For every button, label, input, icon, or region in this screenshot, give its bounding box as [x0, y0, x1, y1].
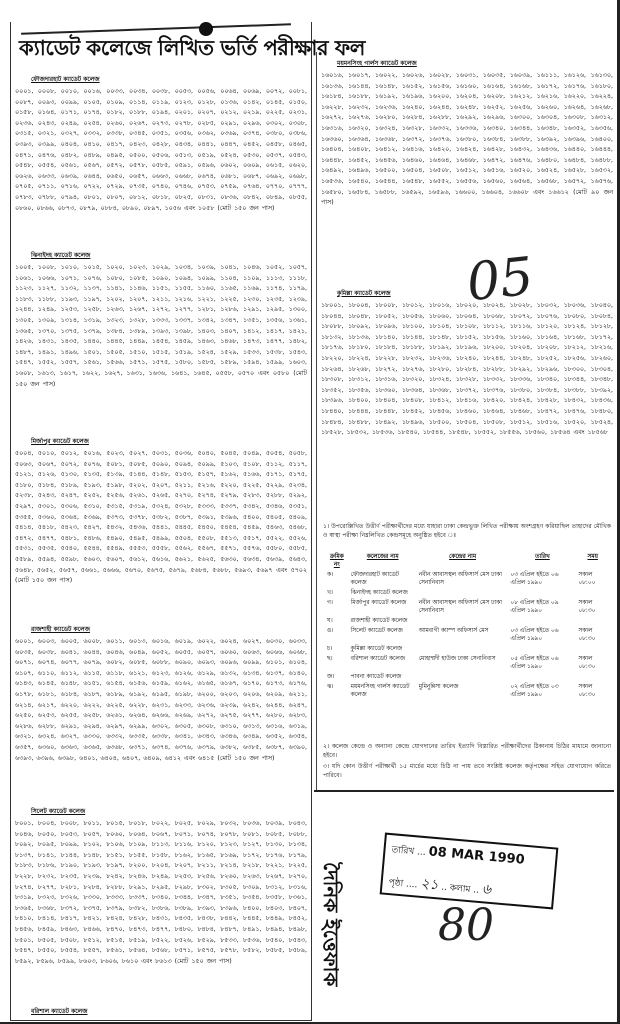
stamp-page-value: ২১ — [419, 875, 440, 894]
roll-numbers: ৮০০১, ৮০০৪, ৮০০৮, ৮০১১, ৮০১৫, ৮০১৮, ৮০২২, ৮০২৫, ৮০২৯, ৮০৩২, ৮০৩৬, ৮০৩৯, ৮০৪৩, ৮০৪৬, ৮০৫০, ৮০৫৩, ৮০৫৭, ৮০৬০, ৮০৬৪, ৮০৬৭, ৮০৭১, ৮০৭৪, ৮০৭৮, ৮০৮১, ৮০৮৫, ৮০৮৮, ৮০৯২, ৮০৯৫, ৮০৯৯, ৮১০২, ৮১০৬, ৮১০৯, ৮১১৩, ৮১১৬, ৮১২০, ৮১২৩, ৮১২৭, ৮১৩০, ৮১৩৪, ৮১৩৭, ৮১৪১, ৮১৪৪, ৮১৪৮, ৮১৫১, ৮১৫৫, ৮১৫৮, ৮১৬২, ৮১৬৫, ৮১৬৯, ৮১৭২, ৮১৭৬, ৮১৭৯, ৮১৮৩, ৮১৮৬, ৮১৯০, ৮১৯৩, ৮১৯৭, ৮২০০, ৮২০৪, ৮২০৭, ৮২১১, ৮২১৪, ৮২১৮, ৮২২১, ৮২২৫, ৮২২৮, ৮২৩২, ৮২৩৫, ৮২৩৯, ৮২৪২, ৮২৪৬, ৮২৪৯, ৮২৫৩, ৮২৫৬, ৮২৬০, ৮২৬৩, ৮২৬৭, ৮২৭০, ৮২৭৪, ৮২৭৭, ৮২৮১, ৮২৮৪, ৮২৮৮, ৮২৯১, ৮২৯৫, ৮২৯৮, ৮৩০২, ৮৩০৫, ৮৩০৯, ৮৩১২, ৮৩১৬, ৮৩১৯, ৮৩২৩, ৮৩২৬, ৮৩৩০, ৮৩৩৩, ৮৩৩৭, ৮৩৪০, ৮৩৪৪, ৮৩৪৭, ৮৩৫১, ৮৩৫৪, ৮৩৫৮, ৮৩৬১, ৮৩৬৫, ৮৩৬৮, ৮৩৭২, ৮৩৭৫, ৮৩৭৯, ৮৩৮২, ৮৩৮৬, ৮৩৮৯, ৮৩৯৩, ৮৩৯৬, ৮৪০০, ৮৪০৩, ৮৪০৭, ৮৪১০, ৮৪১৪, ৮৪১৭, ৮৪২১, ৮৪২৪, ৮৪২৮, ৮৪৩১, ৮৪৩৫, ৮৪৩৮, ৮৪৪২, ৮৪৪৫, ৮৪৪৯, ৮৪৫২, ৮৪৫৬, ৮৪৫৯, ৮৪৬৩, ৮৪৬৬, ৮৪৭০, ৮৪৭৩, ৮৪৭৭, ৮৪৮০, ৮৪৮৪, ৮৪৮৭, ৮৪৯১, ৮৪৯৪, ৮৪৯৮, ৮৫০১, ৮৫০৫, ৮৫০৮, ৮৫১২, ৮৫১৫, ৮৫১৯, ৮৫২২, ৮৫২৬, ৮৫২৯, ৮৫৩৩, ৮৫৩৬, ৮৫৪০, ৮৫৪৩, ৮৫৪৭, ৮৫৫০, ৮৫৫৪, ৮৫৫৭, ৮৫৬১, ৮৫৬৪, ৮৫৬৮, ৮৫৭১, ৮৫৭৫, ৮৫৭৮, ৮৫৮২, ৮৫৮৫, ৮৫৮৯, ৮৫৯২, ৮৫৯৬, ৮৫৯৯, ৮৬০৩, ৮৬০৬, ৮৬১০ এবং ৮৬১৩ — [15, 820, 307, 965]
table-cell: ঝ। — [327, 684, 334, 690]
table-cell: পাবনা ক্যাডেট কলেজ — [350, 674, 402, 680]
headline: ক্যাডেট কলেজে লিখিত ভর্তি পরীক্ষার ফল — [19, 36, 365, 60]
result-section — [15, 624, 307, 804]
stamp-date-label: তারিখ — [391, 845, 415, 858]
column-header: সময় — [587, 554, 598, 560]
pass-total: (মোট ১৫০ জন পাস) — [217, 204, 275, 212]
table-cell: ০৫ এপ্রিল হইতে ০৬ এপ্রিল ১৯৯০ — [510, 656, 559, 670]
table-cell — [508, 644, 576, 654]
table-cell: কুমিল্লা ক্যাডেট কলেজ — [350, 646, 403, 652]
table-cell: ঝিনাইদহ ক্যাডেট কলেজ — [350, 590, 408, 596]
column-header: তারিখ — [535, 554, 550, 560]
table-cell: ০৩ এপ্রিল হইতে ০৬ এপ্রিল ১৯৯০ — [510, 572, 559, 586]
handwritten-number: 80 — [438, 900, 494, 951]
table-row — [325, 682, 609, 700]
result-section — [15, 806, 307, 1002]
table-cell: ০৩ এপ্রিল হইতে ০৬ এপ্রিল ১৯৯০ — [510, 628, 559, 642]
table-cell: নবীন আবাসস্থল অফিসার্স মেস ঢাকা সেনানিবাস — [418, 572, 502, 586]
table-cell — [508, 588, 576, 598]
roll-numbers: ১৬০১৬, ১৬০১৭, ১৬০২২, ১৬০২৬, ১৬০২৮, ১৬০৩১, ১৬০৩৫, ১৬০৩৯, ১৬১১১, ১৬১২৬, ১৬১৩০, ১৬১৩৬, ১৬১৪৪, ১৬১৪৮, ১৬১৫২, ১৬১৫৬, ১৬১৬০, ১৬১৬৪, ১৬১৬৮, ১৬১৭২, ১৬১৭৬, ১৬১৮০, ১৬১৮৪, ১৬১৮৮, ১৬১৯২, ১৬১৯৬, ১৬২০০, ১৬২০৪, ১৬২০৮, ১৬২১২, ১৬২১৬, ১৬২২০, ১৬২২৪, ১৬২২৮, ১৬২৩২, ১৬২৩৬, ১৬২৪০, ১৬২৪৪, ১৬২৪৮, ১৬২৫২, ১৬২৫৬, ১৬২৬০, ১৬২৬৪, ১৬২৬৮, ১৬২৭২, ১৬২৭৬, ১৬২৮০, ১৬২৮৪, ১৬২৮৮, ১৬২৯২, ১৬২৯৬, ১৬৩০০, ১৬৩০৪, ১৬৩০৮, ১৬৩১২, ১৬৩১৬, ১৬৩২০, ১৬৩২৪, ১৬৩২৮, ১৬৩৩২, ১৬৩৩৬, ১৬৩৪০, ১৬৩৪৪, ১৬৩৪৮, ১৬৩৫২, ১৬৩৫৬, ১৬৩৬০, ১৬৩৬৪, ১৬৩৬৮, ১৬৩৭২, ১৬৩৭৬, ১৬৩৮০, ১৬৩৮৪, ১৬৩৮৮, ১৬৩৯২, ১৬৩৯৬, ১৬৪০০, ১৬৪০৪, ১৬৪০৮, ১৬৪১২, ১৬৪১৬, ১৬৪২০, ১৬৪২৪, ১৬৪২৮, ১৬৪৩২, ১৬৪৩৬, ১৬৪৪০, ১৬৪৪৪, ১৬৪৪৮, ১৬৪৫২, ১৬৪৫৬, ১৬৪৬০, ১৬৪৬৪, ১৬৪৬৮, ১৬৪৭২, ১৬৪৭৬, ১৬৪৮০, ১৬৪৮৪, ১৬৪৮৮, ১৬৪৯২, ১৬৪৯৬, ১৬৫০০, ১৬৫০৪, ১৬৫০৮, ১৬৫১২, ১৬৫১৬, ১৬৫২০, ১৬৫২৪, ১৬৫২৮, ১৬৫৩২, ১৬৫৩৬, ১৬৫৪০, ১৬৫৪৪, ১৬৫৪৮, ১৬৫৫২, ১৬৫৫৬, ১৬৫৬০, ১৬৫৬৪, ১৬৫৬৮, ১৬৫৭২, ১৬৫৭৬, ১৬৫৮০, ১৬৫৮৪, ১৬৫৮৮, ১৬৫৯২, ১৬৫৯৬, ১৬৬০০, ১৬৬০৪, ১৬৬০৮ এবং ১৬৬১২ — [321, 72, 613, 196]
result-section — [321, 288, 613, 510]
table-cell — [508, 672, 576, 682]
table-cell — [417, 672, 509, 682]
note: ৩। যদি কোন উত্তীর্ণ পরীক্ষার্থী ১৫ মার্চের মধ্যে চিঠি না পায় তবে সংশ্লিষ্ট কলেজ কর্তৃপক্ষের সহিত যোগাযোগ করিতে পারিবে। — [323, 763, 611, 779]
table-row — [325, 644, 609, 654]
table-row — [325, 626, 609, 644]
newspaper-name: দৈনিক ইত্তেফাক — [319, 862, 343, 987]
pass-total: (মোট ১৫০ জন পাস) — [217, 754, 275, 762]
table-cell: জ। — [327, 674, 335, 680]
table-cell — [576, 672, 609, 682]
table-cell: সকাল ০৮:৩০ — [578, 656, 596, 670]
stamp-date-value: 08 MAR 1990 — [427, 844, 526, 868]
roll-numbers: ৫০০৪, ৫০১০, ৫০১২, ৫০১৬, ৫০২৩, ৫০২৭, ৫০৩১, ৫০৩৬, ৫০৪০, ৫০৪৫, ৫০৪৯, ৫০৫৪, ৫০৫৮, ৫০৬৩, ৫০৬৭, ৫০৭২, ৫০৭৬, ৫০৮১, ৫০৮৫, ৫০৯০, ৫০৯৪, ৫০৯৯, ৫১০৩, ৫১০৮, ৫১১২, ৫১১৭, ৫১২১, ৫১২৬, ৫১৩০, ৫১৩৫, ৫১৩৯, ৫১৪৪, ৫১৪৮, ৫১৫৩, ৫১৫৭, ৫১৬২, ৫১৬৬, ৫১৭১, ৫১৭৫, ৫১৮০, ৫১৮৪, ৫১৮৯, ৫১৯৩, ৫১৯৮, ৫২০২, ৫২০৭, ৫২১১, ৫২১৬, ৫২২০, ৫২২৫, ৫২২৯, ৫২৩৪, ৫২৩৮, ৫২৪৩, ৫২৪৭, ৫২৫২, ৫২৫৬, ৫২৬১, ৫২৬৫, ৫২৭০, ৫২৭৪, ৫২৭৯, ৫২৮৩, ৫২৮৮, ৫২৯২, ৫২৯৭, ৫৩০১, ৫৩০৬, ৫৩১০, ৫৩১৫, ৫৩১৯, ৫৩২৪, ৫৩২৮, ৫৩৩৩, ৫৩৩৭, ৫৩৪২, ৫৩৪৬, ৫৩৫১, ৫৩৫৫, ৫৩৬০, ৫৩৬৪, ৫৩৬৯, ৫৩৭৩, ৫৩৭৮, ৫৩৮২, ৫৩৮৭, ৫৩৯১, ৫৩৯৬, ৫৪০০, ৫৪০৫, ৫৪০৯, ৫৪১৪, ৫৪১৮, ৫৪২৩, ৫৪২৭, ৫৪৩২, ৫৪৩৬, ৫৪৪১, ৫৪৪৫, ৫৪৫০, ৫৪৫৪, ৫৪৫৯, ৫৪৬৩, ৫৪৬৮, ৫৪৭২, ৫৪৭৭, ৫৪৮১, ৫৪৮৬, ৫৪৯০, ৫৪৯৫, ৫৪৯৯, ৫৫০৪, ৫৫০৮, ৫৫১৩, ৫৫১৭, ৫৫২২, ৫৫২৬, ৫৫৩১, ৫৫৩৫, ৫৫৪০, ৫৫৪৪, ৫৫৪৯, ৫৫৫৩, ৫৫৫৮, ৫৫৬২, ৫৫৬৭, ৫৫৭১, ৫৫৭৬, ৫৫৮০, ৫৫৮৫, ৫৫৮৯, ৫৫৯৪, ৫৫৯৮, ৫৬০৩, ৫৬০৭, ৫৬১২, ৫৬১৬, ৫৬২১, ৫৬২৫, ৫৬৩০, ৫৬৩৪, ৫৬৩৯, ৫৬৪৩, ৫৬৪৮, ৫৬৫২, ৫৬৫৭, ৫৬৬১, ৫৬৬৬, ৫৬৭০, ৫৬৭৫, ৫৬৭৯, ৫৬৮৪, ৫৬৮৮, ৫৬৯৩, ৫৬৯৭ এবং ৫৭০২ — [15, 450, 307, 574]
roll-numbers: ১৮০০১, ১৮০০৪, ১৮০০৮, ১৮০১২, ১৮০১৬, ১৮০২০, ১৮০২৪, ১৮০২৮, ১৮০৩২, ১৮০৩৬, ১৮০৪০, ১৮০৪৪, ১৮০৪৮, ১৮০৫২, ১৮০৫৬, ১৮০৬০, ১৮০৬৪, ১৮০৬৮, ১৮০৭২, ১৮০৭৬, ১৮০৮০, ১৮০৮৪, ১৮০৮৮, ১৮০৯২, ১৮০৯৬, ১৮১০০, ১৮১০৪, ১৮১০৮, ১৮১১২, ১৮১১৬, ১৮১২০, ১৮১২৪, ১৮১২৮, ১৮১৩২, ১৮১৩৬, ১৮১৪০, ১৮১৪৪, ১৮১৪৮, ১৮১৫২, ১৮১৫৬, ১৮১৬০, ১৮১৬৪, ১৮১৬৮, ১৮১৭২, ১৮১৭৬, ১৮১৮০, ১৮১৮৪, ১৮১৮৮, ১৮১৯২, ১৮১৯৬, ১৮২০০, ১৮২০৪, ১৮২০৮, ১৮২১২, ১৮২১৬, ১৮২২০, ১৮২২৪, ১৮২২৮, ১৮২৩২, ১৮২৩৬, ১৮২৪০, ১৮২৪৪, ১৮২৪৮, ১৮২৫২, ১৮২৫৬, ১৮২৬০, ১৮২৬৪, ১৮২৬৮, ১৮২৭২, ১৮২৭৬, ১৮২৮০, ১৮২৮৪, ১৮২৮৮, ১৮২৯২, ১৮২৯৬, ১৮৩০০, ১৮৩০৪, ১৮৩০৮, ১৮৩১২, ১৮৩১৬, ১৮৩২০, ১৮৩২৪, ১৮৩২৮, ১৮৩৩২, ১৮৩৩৬, ১৮৩৪০, ১৮৩৪৪, ১৮৩৪৮, ১৮৩৫২, ১৮৩৫৬, ১৮৩৬০, ১৮৩৬৪, ১৮৩৬৮, ১৮৩৭২, ১৮৩৭৬, ১৮৩৮০, ১৮৩৮৪, ১৮৩৮৮, ১৮৩৯২, ১৮৩৯৬, ১৮৪০০, ১৮৪০৪, ১৮৪০৮, ১৮৪১২, ১৮৪১৬, ১৮৪২০, ১৮৪২৪, ১৮৪২৮, ১৮৪৩২, ১৮৪৩৬, ১৮৪৪০, ১৮৪৪৪, ১৮৪৪৮, ১৮৪৫২, ১৮৪৫৬, ১৮৪৬০, ১৮৪৬৪, ১৮৪৬৮, ১৮৪৭২, ১৮৪৭৬, ১৮৪৮০, ১৮৪৮৪, ১৮৪৮৮, ১৮৪৯২, ১৮৪৯৬, ১৮৫০০, ১৮৫০৪, ১৮৫০৮, ১৮৫১২, ১৮৫১৬, ১৮৫২০, ১৮৫২৪, ১৮৫২৮, ১৮৫৩২, ১৮৫৩৬, ১৮৫৪০, ১৮৫৪৪, ১৮৫৪৮, ১৮৫৫২, ১৮৫৫৬, ১৮৫৬০, ১৮৫৬৪ এবং ১৮৫৬৮ — [321, 302, 613, 437]
stamp-page-label: পৃষ্ঠা — [388, 878, 404, 890]
table-cell: সকাল ০৮:৩০ — [578, 684, 596, 698]
table-cell: চ। — [327, 646, 333, 652]
stamp-column-label: কলাম — [449, 883, 471, 896]
table-cell — [576, 644, 609, 654]
column-header: ক্রমিক নং — [329, 554, 344, 568]
table-cell: রাজশাহী ক্যাডেট কলেজ — [350, 618, 408, 624]
table-cell — [576, 588, 609, 598]
column-header: কলেজের নাম — [366, 554, 399, 560]
table-cell — [576, 616, 609, 626]
table-row — [325, 570, 609, 588]
table-cell — [417, 616, 509, 626]
table-cell: সকাল ০৮:৩০ — [578, 600, 596, 614]
table-cell: ফৌজদারহাট ক্যাডেট কলেজ — [350, 572, 399, 586]
table-cell: ঘ। — [327, 618, 333, 624]
table-row — [325, 588, 609, 598]
table-cell: মির্জাপুর ক্যাডেট কলেজ — [350, 600, 407, 606]
column-header: কেন্দ্রের নাম — [449, 554, 477, 560]
table-row — [325, 616, 609, 626]
table-cell — [508, 616, 576, 626]
table-row — [325, 598, 609, 616]
pass-total: (মোট ১৫০ জন পাস) — [174, 957, 232, 965]
table-cell: সকাল ০৮:০০ — [578, 572, 596, 586]
clipping-divider — [314, 790, 614, 792]
section-heading: বরিশাল ক্যাডেট কলেজ — [31, 1008, 88, 1015]
stamp-page-row: পৃষ্ঠা .... ২১ .. কলাম .. ৬ — [388, 875, 492, 898]
table-cell: বরিশাল ক্যাডেট কলেজ — [350, 656, 405, 662]
right-column — [316, 52, 615, 790]
table-cell — [417, 588, 509, 598]
stamp-column-value: ৬ — [481, 881, 492, 898]
section-heading: ময়মনসিংহ গার্লস ক্যাডেট কলেজ — [337, 60, 417, 67]
result-section — [15, 74, 307, 250]
roll-numbers: ১০০৫, ১০০৮, ১০১০, ১০১৫, ১০২০, ১০২৩, ১০২৯, ১০৩৪, ১০৩৯, ১০৪১, ১০৪৬, ১০৫২, ১০৫৭, ১০৬১, ১০৬৬, ১০৭১, ১০৭৬, ১০৮০, ১০৮৫, ১০৯০, ১০৯৪, ১০৯৯, ১১০৪, ১১০৯, ১১১৩, ১১১৮, ১১২৩, ১১২৭, ১১৩২, ১১৩৭, ১১৪১, ১১৪৬, ১১৫১, ১১৫৫, ১১৬০, ১১৬৫, ১১৬৯, ১১৭৪, ১১৭৯, ১১৮৩, ১১৮৮, ১১৯৩, ১১৯৭, ১২০২, ১২০৭, ১২১১, ১২১৬, ১২২১, ১২২৫, ১২৩০, ১২৩৫, ১২৩৯, ১২৪৪, ১২৪৯, ১২৫৩, ১২৫৮, ১২৬৩, ১২৬৭, ১২৭২, ১২৭৭, ১২৮১, ১২৮৬, ১২৯১, ১২৯৫, ১৩০০, ১৩০৫, ১৩০৯, ১৩১৪, ১৩১৯, ১৩২৩, ১৩২৮, ১৩৩৩, ১৩৩৭, ১৩৪২, ১৩৪৭, ১৩৫১, ১৩৫৬, ১৩৬১, ১৩৬৫, ১৩৭০, ১৩৭৫, ১৩৭৯, ১৩৮৪, ১৩৮৯, ১৩৯৩, ১৩৯৮, ১৪০৩, ১৪০৭, ১৪১২, ১৪১৭, ১৪২১, ১৪২৬, ১৪৩১, ১৪৩৫, ১৪৪০, ১৪৪৫, ১৪৪৯, ১৪৫৪, ১৪৫৯, ১৪৬৩, ১৪৬৮, ১৪৭৩, ১৪৭৭, ১৪৮২, ১৪৮৭, ১৪৯১, ১৪৯৬, ১৫০১, ১৫০৫, ১৫১০, ১৫১৫, ১৫১৯, ১৫২৪, ১৫২৯, ১৫৩৩, ১৫৩৮, ১৫৪৩, ১৫৪৭, ১৫৫২, ১৫৫৭, ১৫৬১, ১৫৬৬, ১৫৭১, ১৫৭৫, ১৫৮০, ১৫৮৫, ১৫৮৯, ১৫৯৪, ১৫৯৯, ১৬০৩, ১৬০৮, ১৬১৩, ১৬১৭, ১৬২২, ১৬২৭, ১৬৩১, ১৬৩৬, ১৬৪১, ১৬৪৫, ০৫৫৮, ০৫৭০ এবং ০৫৮০ — [15, 264, 307, 377]
table-row — [325, 654, 609, 672]
notice-intro: ১। উপরোল্লিখিত উত্তীর্ণ পরীক্ষার্থীদের মধ্যে যাহারা ঢাকা কেন্দ্রভুক্ত লিখিত পরীক্ষায় অংশগ্রহণ করিয়াছিল তাহাদের মৌখিক ও স্বাস্থ্য পরীক্ষা নিম্নলিখিত কেন্দ্রসমূহে অনুষ্ঠিত হইবে ঃ — [323, 523, 611, 539]
section-heading: ঝিনাইদহ ক্যাডেট কলেজ — [31, 252, 91, 259]
archive-stamp — [380, 833, 559, 910]
table-cell: গ। — [327, 600, 333, 606]
section-heading: সিলেট ক্যাডেট কলেজ — [31, 808, 86, 815]
table-cell: সিলেট ক্যাডেট কলেজ — [350, 628, 403, 634]
table-cell: ছ। — [327, 656, 333, 662]
roll-numbers: ৬০০১, ৬০০৩, ৬০০৫, ৬০০৮, ৬০১১, ৬০১৩, ৬০১৬, ৬০১৯, ৬০২২, ৬০২৪, ৬০২৭, ৬০৩০, ৬০৩৩, ৬০৩৫, ৬০৩৮, ৬০৪১, ৬০৪৪, ৬০৪৬, ৬০৪৯, ৬০৫২, ৬০৫৫, ৬০৫৭, ৬০৬০, ৬০৬৩, ৬০৬৬, ৬০৬৮, ৬০৭১, ৬০৭৪, ৬০৭৭, ৬০৭৯, ৬০৮২, ৬০৮৫, ৬০৮৮, ৬০৯০, ৬০৯৩, ৬০৯৬, ৬০৯৯, ৬১০১, ৬১০৪, ৬১০৭, ৬১১০, ৬১১২, ৬১১৫, ৬১১৮, ৬১২১, ৬১২৩, ৬১২৬, ৬১২৯, ৬১৩২, ৬১৩৪, ৬১৩৭, ৬১৪০, ৬১৪৩, ৬১৪৫, ৬১৪৮, ৬১৫১, ৬১৫৪, ৬১৫৬, ৬১৫৯, ৬১৬২, ৬১৬৫, ৬১৬৭, ৬১৭০, ৬১৭৩, ৬১৭৬, ৬১৭৮, ৬১৮১, ৬১৮৪, ৬১৮৭, ৬১৮৯, ৬১৯২, ৬১৯৫, ৬১৯৮, ৬২০০, ৬২০৩, ৬২০৬, ৬২০৯, ৬২১১, ৬২১৪, ৬২১৭, ৬২২০, ৬২২২, ৬২২৫, ৬২২৮, ৬২৩১, ৬২৩৩, ৬২৩৬, ৬২৩৯, ৬২৪২, ৬২৪৪, ৬২৪৭, ৬২৫০, ৬২৫৩, ৬২৫৫, ৬২৫৮, ৬২৬১, ৬২৬৪, ৬২৬৬, ৬২৬৯, ৬২৭২, ৬২৭৫, ৬২৭৭, ৬২৮০, ৬২৮৩, ৬২৮৬, ৬২৮৮, ৬২৯১, ৬২৯৪, ৬২৯৭, ৬২৯৯, ৬৩০২, ৬৩০৫, ৬৩০৮, ৬৩১০, ৬৩১৩, ৬৩১৬, ৬৩১৯, ৬৩২১, ৬৩২৪, ৬৩২৭, ৬৩৩০, ৬৩৩২, ৬৩৩৫, ৬৩৩৮, ৬৩৪১, ৬৩৪৩, ৬৩৪৬, ৬৩৪৯, ৬৩৫২, ৬৩৫৪, ৬৩৫৭, ৬৩৬০, ৬৩৬৩, ৬৩৬৫, ৬৩৬৮, ৬৩৭১, ৬৩৭৪, ৬৩৭৬, ৬৩৭৯, ৬৩৮২, ৬৩৮৫, ৬৩৮৭, ৬৩৯০, ৬৩৯৩, ৬৩৯৬, ৬৩৯৮, ৬৪০১, ৬৪০৪, ৬৪০৭, ৬৪০৯, ৬৪১২ এবং ৬৪১৫ — [15, 638, 307, 762]
table-cell: ০২ এপ্রিল হইতে ০৩ এপ্রিল ১৯৯০ — [510, 684, 559, 698]
table-row — [325, 672, 609, 682]
table-header-row — [325, 552, 609, 570]
result-section — [321, 58, 613, 270]
section-heading: ফৌজদারহাট ক্যাডেট কলেজ — [31, 76, 100, 83]
table-cell: ক। — [327, 572, 334, 578]
table-cell: ০৮ এপ্রিল হইতে ০৯ এপ্রিল ১৯৯০ — [510, 600, 559, 614]
table-cell: খ। — [327, 590, 333, 596]
table-cell: মুমিনুন্নিসা কলেজ — [418, 684, 459, 690]
table-cell — [417, 644, 509, 654]
stamp-date-row: তারিখ ... 08 MAR 1990 — [391, 844, 526, 868]
table-cell: মোহাম্মদী হাউজ ঢাকা সেনানিবাস — [418, 656, 496, 662]
section-heading: রাজশাহী ক্যাডেট কলেজ — [31, 626, 90, 633]
schedule-table — [325, 552, 609, 700]
result-section — [15, 436, 307, 622]
table-cell: ঙ। — [327, 628, 334, 634]
note: ২। কলেজ কেন্দ্রে ও অন্যান্য কেন্দ্রে যোগদানের তারিখ ইত্যাদি বিস্তারিত পরীক্ষার্থীদের ঠিকানায় চিঠির মাধ্যমে জানানো হইবে। — [323, 743, 611, 759]
table-cell: সকাল ০৮:৩০ — [578, 628, 596, 642]
table-cell: নবীন আবাসস্থল অফিসার্স মেস ঢাকা সেনানিবাস — [418, 600, 502, 614]
result-section — [15, 250, 307, 432]
pass-total: (মোট ১৫০ জন পাস) — [15, 577, 73, 585]
table-cell: ময়মনসিংহ গার্লস ক্যাডেট কলেজ — [350, 684, 410, 698]
table-cell: আমবাগী ক্যাম্প অফিসার্স মেস — [418, 628, 489, 634]
handwritten-mark: 05 — [464, 246, 537, 314]
roll-numbers: ০০০১, ০০০৮, ০০১০, ০০১৬, ০০৩৩, ০০৩৪, ০০৩৮, ০০৫৩, ০০৫৬, ০০৬৪, ০০৬৯, ০০৭২, ০০৮১, ০০৮৭, ০০৯৩, ০০৯৯, ০১০৫, ০১০৯, ০১১৪, ০১১৯, ০১২৩, ০১২৮, ০১৩৬, ০১৪২, ০১৪৫, ০১৫০, ০১৫৮, ০১৬৪, ০১৭১, ০১৭৪, ০১৮২, ০১৮৮, ০১৯৪, ০২০১, ০২০৭, ০২১২, ০২১৯, ০২২৫, ০২৩১, ০২৩৬, ০২৪৩, ০২৪৯, ০২৫৪, ০২৬০, ০২৬৭, ০২৭৩, ০২৭৮, ০২৮৫, ০২৯১, ০২৯৬, ০৩০২, ০৩০৮, ০৩১৫, ০৩২১, ০৩২৭, ০৩৩২, ০৩৩৮, ০৩৪৫, ০৩৫১, ০৩৫৬, ০৩৬২, ০৩৬৯, ০৩৭৪, ০৩৮০, ০৩৮৬, ০৩৯৩, ০৩৯৯, ০৪০৪, ০৪১০, ০৪১৭, ০৪২৩, ০৪২৮, ০৪৩৪, ০৪৪১, ০৪৪৭, ০৪৫২, ০৪৫৮, ০৪৬৫, ০৪৭১, ০৪৭৬, ০৪৮২, ০৪৮৯, ০৪৯৫, ০৫০০, ০৫০৬, ০৫১৩, ০৫১৯, ০৫২৪, ০৫৩০, ০৫৩৭, ০৫৪৩, ০৫৪৮, ০৫৫৪, ০৫৬১, ০৫৬৭, ০৫৭২, ০৫৭৮, ০৫৮৫, ০৫৯১, ০৫৯৬, ০৬০২, ০৬০৯, ০৬১৫, ০৬২০, ০৬২৬, ০৬৩৩, ০৬৩৯, ০৬৪৪, ০৬৫০, ০৬৫৭, ০৬৬৩, ০৬৬৮, ০৬৭৪, ০৬৮১, ০৬৮৭, ০৬৯২, ০৬৯৮, ০৭০৫, ০৭১১, ০৭১৬, ০৭২২, ০৭২৯, ০৭৩৫, ০৭৪০, ০৭৪৬, ০৭৫৩, ০৭৫৯, ০৭৬৪, ০৭৭০, ০৭৭৭, ০৭৮৩, ০৭৮৮, ০৭৯৪, ০৮০১, ০৮০৭, ০৮১২, ০৮১৮, ০৮২৫, ০৮৩১, ০৮৩৬, ০৮৪২, ০৮৪৯, ০৮৫৫, ০৮৬০, ০৮৬৬, ০৮৭৩, ০৮৭৯, ০৮৮৪, ০৮৯০, ০৮৯৭, ১০৫৬ এবং ১০৫৮ — [15, 88, 307, 212]
section-heading: কুমিল্লা ক্যাডেট কলেজ — [337, 290, 391, 297]
section-heading: মির্জাপুর ক্যাডেট কলেজ — [31, 438, 89, 445]
pass-total: (মোট ৯০ জন পাস) — [321, 188, 613, 207]
pass-total: (মোট ১৫০ জন পাস) — [15, 369, 307, 388]
result-section — [15, 1006, 307, 1018]
